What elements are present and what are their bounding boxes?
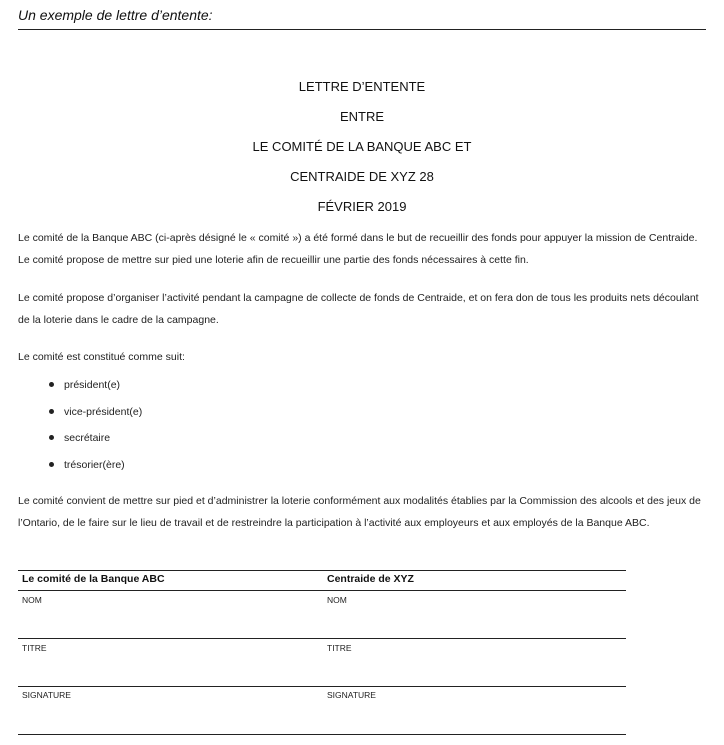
member-role: vice-président(e) (64, 405, 143, 418)
field-label-title-bank: TITRE (22, 643, 47, 653)
table-top-rule (18, 570, 626, 571)
name-signature-line (18, 638, 626, 639)
field-label-signature-centraide: SIGNATURE (327, 690, 376, 700)
signature-heading-centraide: Centraide de XYZ (327, 573, 414, 585)
member-list (46, 372, 142, 478)
list-item (46, 372, 142, 399)
signature-line (18, 734, 626, 735)
title-signature-line (18, 686, 626, 687)
list-item (46, 452, 142, 479)
bullet-icon (49, 435, 54, 440)
bullet-icon (49, 409, 54, 414)
bullet-icon (49, 462, 54, 467)
signature-heading-bank: Le comité de la Banque ABC (22, 573, 165, 585)
field-label-name-centraide: NOM (327, 595, 347, 605)
title-line-date: FÉVRIER 2019 (317, 199, 407, 214)
title-line-party-two: CENTRAIDE DE XYZ 28 (290, 169, 434, 184)
title-line-letter: LETTRE D’ENTENTE (298, 79, 426, 94)
member-role: secrétaire (64, 432, 111, 444)
title-line-between: ENTRE (339, 109, 385, 124)
table-header-rule (18, 590, 626, 591)
list-item (46, 425, 142, 452)
document-caption: Un exemple de lettre d’entente: (18, 7, 213, 23)
paragraph-campaign-activity: Le comité propose d’organiser l’activité pendant la campagne de collecte de fonds de Centraide, et on fera don de tous les produits nets découlant de la loterie dans le cadre de la campagne. (18, 292, 699, 326)
member-role: président(e) (64, 379, 121, 391)
paragraph-committee-purpose: Le comité de la Banque ABC (ci-après désigné le « comité ») a été formé dans le but de recueillir des fonds pour appuyer la mission de Centraide. Le comité propose de mettre sur pied une loterie afin de recueillir une partie des fonds nécessaires à cette fin. (18, 232, 698, 266)
paragraph-lottery-terms: Le comité convient de mettre sur pied et d’administrer la loterie conformément aux modalités établies par la Commission des alcools et des jeux de l’Ontario, de le faire sur le lieu de travail et de restreindre la participation à l’activité aux employeurs et aux employés de la Banque ABC. (18, 495, 701, 529)
list-item (46, 399, 142, 426)
field-label-title-centraide: TITRE (327, 643, 352, 653)
paragraph-committee-composition: Le comité est constitué comme suit: (18, 351, 185, 363)
field-label-signature-bank: SIGNATURE (22, 690, 71, 700)
letter-title-block (0, 72, 724, 222)
caption-underline (18, 29, 706, 30)
bullet-icon (49, 382, 54, 387)
title-line-party-one: LE COMITÉ DE LA BANQUE ABC ET (252, 139, 472, 154)
member-role: trésorier(ère) (64, 458, 125, 471)
field-label-name-bank: NOM (22, 595, 42, 605)
